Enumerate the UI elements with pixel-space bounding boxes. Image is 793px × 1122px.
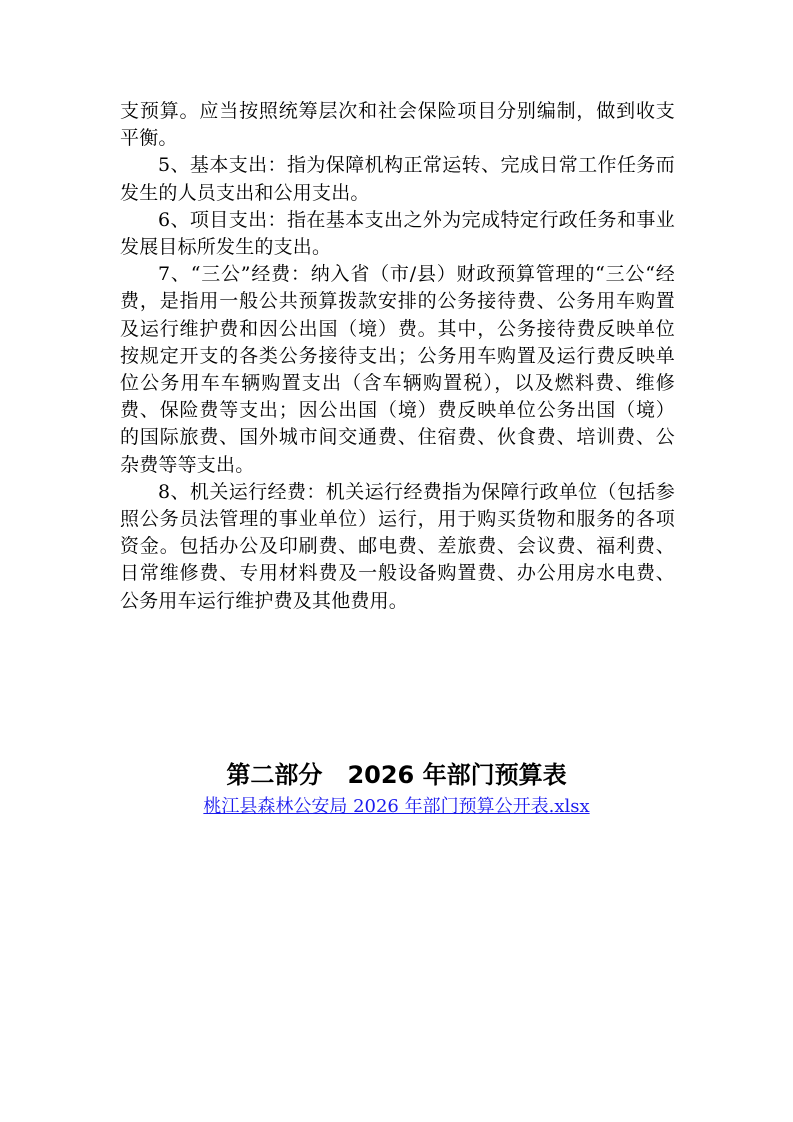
paragraph-budget-continuation: 支预算。应当按照统筹层次和社会保险项目分别编制，做到收支平衡。	[120, 100, 675, 150]
budget-spreadsheet-link[interactable]: 桃江县森林公安局 2026 年部门预算公开表.xlsx	[203, 796, 590, 817]
paragraph-three-public-funds: 7、“三公”经费：纳入省（市/县）财政预算管理的“三公“经费，是指用一般公共预算拨款安排的公务接待费、公务用车购置及运行维护费和因公出国（境）费。其中，公务接待费反映单位按规定开支的各类公务接待支出；公务用车购置及运行费反映单位公务用车车辆购置支出（含车辆购置税），以及燃料费、维修费、保险费等支出；因公出国（境）费反映单位公务出国（境）的国际旅费、国外城市间交通费、住宿费、伙食费、培训费、公杂费等等支出。	[120, 263, 675, 476]
paragraph-project-expenditure: 6、项目支出：指在基本支出之外为完成特定行政任务和事业发展目标所发生的支出。	[120, 208, 675, 259]
section-title: 第二部分 2026 年部门预算表	[226, 761, 567, 789]
paragraph-basic-expenditure: 5、基本支出：指为保障机构正常运转、完成日常工作任务而发生的人员支出和公用支出。	[120, 154, 675, 204]
body-text	[120, 98, 675, 615]
paragraph-operating-expenses: 8、机关运行经费：机关运行经费指为保障行政单位（包括参照公务员法管理的事业单位）运行，用于购买货物和服务的各项资金。包括办公及印刷费、邮电费、差旅费、会议费、福利费、日常维修费、专用材料费及一般设备购置费、办公用房水电费、公务用车运行维护费及其他费用。	[120, 480, 675, 612]
attachment-link-row	[0, 794, 793, 820]
